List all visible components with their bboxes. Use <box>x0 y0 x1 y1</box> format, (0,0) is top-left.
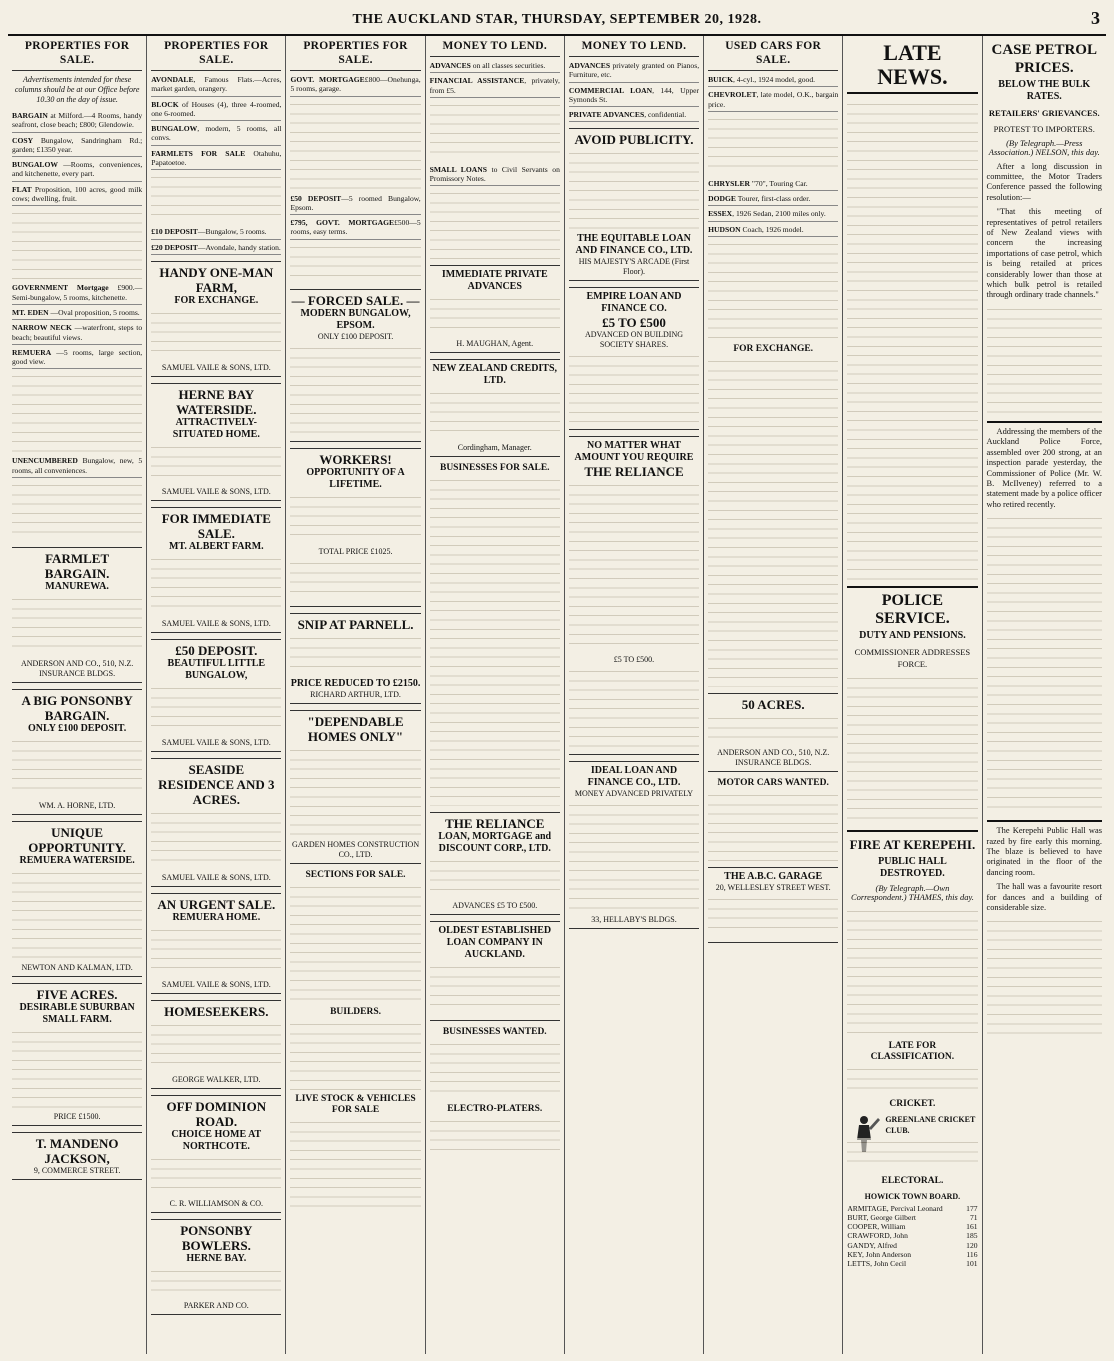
classified-ad: NARROW NECK —waterfront, steps to beach; beautiful views. <box>12 323 142 345</box>
classified-ad: AVONDALE, Famous Flats.—Acres, market garden, orangery. <box>151 75 281 97</box>
dense-text-block <box>12 372 142 452</box>
classified-ad: REMUERA —5 rooms, large section, good view. <box>12 348 142 370</box>
section-heading: FOR EXCHANGE. <box>733 344 814 355</box>
section-heading: SECTIONS FOR SALE. <box>305 869 406 880</box>
news-text-block <box>987 305 1102 415</box>
classified-ad: FINANCIAL ASSISTANCE, privately, from £5. <box>430 76 560 98</box>
display-ad-abc-garage: THE A.B.C. GARAGE 20, WELLESLEY STREET WEST. <box>708 867 838 943</box>
article-paragraph: After a long discussion in committee, the Motor Traders Conference passed the following resolution:— <box>986 161 1102 202</box>
article-paragraph: The hall was a favourite resort for dances and a building of considerable size. <box>986 882 1102 912</box>
fire-subheading: PUBLIC HALL DESTROYED. <box>878 856 947 879</box>
masthead-title: THE AUCKLAND STAR, THURSDAY, SEPTEMBER 20, 1928. <box>352 12 762 27</box>
masthead <box>8 6 1106 36</box>
classified-ad: BUICK, 4-cyl., 1924 model, good. <box>708 75 838 87</box>
display-ad-jackson: T. MANDENO JACKSON, 9, COMMERCE STREET. <box>12 1132 142 1180</box>
cricket-notice <box>847 1114 977 1168</box>
classified-ad: PRIVATE ADVANCES, confidential. <box>569 110 699 122</box>
dense-text-block <box>708 357 838 687</box>
article-paragraph: Addressing the members of the Auckland Police Force, assembled over 200 strong, at an inspection parade yesterday, the Commissioner of Police (Mr. W. B. McIlveney) referred to a statement made by a police officer who retired recently. <box>986 426 1102 509</box>
list-item: LETTS, John Cecil 101 <box>847 1259 978 1269</box>
classified-ad: MT. EDEN —Oval proposition, 5 rooms. <box>12 308 142 320</box>
ad-list <box>12 111 142 541</box>
classified-ad: COMMERCIAL LOAN, 144, Upper Symonds St. <box>569 86 699 108</box>
display-ad-workers: WORKERS! OPPORTUNITY OF A LIFETIME. TOTAL PRICE £1025. <box>290 448 420 607</box>
dense-text-block <box>290 1118 420 1208</box>
column-intro: Advertisements intended for these columns should be at our Office before 10.30 on the day of issue. <box>14 75 140 104</box>
news-text-block <box>987 514 1102 814</box>
classified-ad: COSY Bungalow, Sandringham Rd.; garden; £1350 year. <box>12 136 142 158</box>
dense-text-block <box>430 1117 560 1157</box>
classified-ad: UNENCUMBERED Bungalow, new, 5 rooms, all conveniences. <box>12 456 142 478</box>
dense-text-block <box>708 791 838 861</box>
display-ad-remuera: UNIQUE OPPORTUNITY. REMUERA WATERSIDE. NEWTON AND KALMAN, LTD. <box>12 821 142 977</box>
column-late-news <box>843 36 982 1354</box>
section-heading: BUILDERS. <box>330 1006 382 1017</box>
news-text-block <box>847 907 977 1037</box>
classified-ad: HUDSON Coach, 1926 model. <box>708 225 838 237</box>
classified-ad: BUNGALOW —Rooms, conveniences, and kitchenette, every part. <box>12 160 142 182</box>
fire-dateline: (By Telegraph.—Own Correspondent.) THAMES, this day. <box>850 883 974 903</box>
dense-text-block <box>290 883 420 1003</box>
classified-ad: FARMLETS FOR SALE Otahuhu, Papatoetoe. <box>151 149 281 171</box>
dense-text-block <box>151 173 281 223</box>
display-ad-reliance: THE RELIANCE LOAN, MORTGAGE and DISCOUNT CORP., LTD. ADVANCES £5 TO £500. <box>430 812 560 915</box>
display-ad-immediate: IMMEDIATE PRIVATE ADVANCES H. MAUGHAN, Agent. <box>430 265 560 353</box>
section-heading: ELECTRO-PLATERS. <box>447 1104 543 1115</box>
list-item: GANDY, Alfred 120 <box>847 1240 978 1250</box>
classified-ad: £10 DEPOSIT—Bungalow, 5 rooms. <box>151 227 281 239</box>
display-ad-seaside: SEASIDE RESIDENCE AND 3 ACRES. SAMUEL VAILE & SONS, LTD. <box>151 758 281 887</box>
petrol-heading: CASE PETROL PRICES. <box>991 42 1097 76</box>
news-text-block <box>847 674 977 824</box>
divider <box>847 586 977 588</box>
petrol-dateline: (By Telegraph.—Press Association.) NELSON, this day. <box>988 138 1100 158</box>
classification-heading: LATE FOR CLASSIFICATION. <box>870 1040 955 1062</box>
classified-ad: £20 DEPOSIT—Avondale, handy station. <box>151 243 281 255</box>
display-ad-empire: EMPIRE LOAN AND FINANCE CO. £5 TO £500 ADVANCED ON BUILDING SOCIETY SHARES. <box>569 287 699 430</box>
classified-ad: DODGE Tourer, first-class order. <box>708 194 838 206</box>
display-ad-ideal: IDEAL LOAN AND FINANCE CO., LTD. MONEY ADVANCED PRIVATELY 33, HELLABY'S BLDGS. <box>569 761 699 929</box>
page-number: 3 <box>1091 8 1100 28</box>
dense-text-block <box>290 100 420 190</box>
display-ad-mt-albert: FOR IMMEDIATE SALE. MT. ALBERT FARM. SAMUEL VAILE & SONS, LTD. <box>151 507 281 633</box>
column-money-2 <box>565 36 704 1354</box>
display-ad-one-man-farm: HANDY ONE-MAN FARM, FOR EXCHANGE. SAMUEL VAILE & SONS, LTD. <box>151 261 281 377</box>
column-heading: PROPERTIES FOR SALE. <box>12 39 142 71</box>
dense-text-block <box>430 476 560 806</box>
dense-text-block <box>290 243 420 283</box>
classified-ad: CHRYSLER "70", Touring Car. <box>708 179 838 191</box>
column-case-petrol <box>983 36 1106 1354</box>
column-money-1 <box>426 36 565 1354</box>
dense-text-block <box>430 189 560 259</box>
column-properties-3 <box>286 36 425 1354</box>
article-paragraph: "That this meeting of representatives of petrol retailers of New Zealand views with concern the increasing importations of case petrol, which is being retailed at prices considerably lower than those at which bulk petrol is retailed through ordinary trade channels." <box>986 207 1102 300</box>
dense-text-block <box>430 1040 560 1100</box>
divider <box>987 820 1102 822</box>
dense-text-block <box>12 481 142 541</box>
electoral-subheading: HOWICK TOWN BOARD. <box>864 1191 961 1201</box>
electoral-results <box>847 1204 977 1269</box>
divider <box>987 421 1102 423</box>
divider <box>847 830 977 832</box>
petrol-subheading: BELOW THE BULK RATES. <box>998 79 1091 102</box>
classified-ad: ADVANCES privately granted on Pianos, Furniture, etc. <box>569 61 699 83</box>
classified-ad: BLOCK of Houses (4), three 4-roomed, one 6-roomed. <box>151 100 281 122</box>
column-heading: PROPERTIES FOR SALE. <box>290 39 420 71</box>
classified-ad: CHEVROLET, late model, O.K., bargain price. <box>708 90 838 112</box>
display-ad-herne-bay: HERNE BAY WATERSIDE. ATTRACTIVELY-SITUATED HOME. SAMUEL VAILE & SONS, LTD. <box>151 383 281 501</box>
column-used-cars <box>704 36 843 1354</box>
classified-ad: SMALL LOANS to Civil Servants on Promissory Notes. <box>430 165 560 187</box>
display-ad-dominion-road: OFF DOMINION ROAD. CHOICE HOME AT NORTHCOTE. C. R. WILLIAMSON & CO. <box>151 1095 281 1213</box>
column-properties-1 <box>8 36 147 1354</box>
petrol-subheading-2: RETAILERS' GRIEVANCES. <box>988 108 1100 118</box>
list-item: ARMITAGE, Percival Leonard 177 <box>847 1203 978 1213</box>
fire-heading: FIRE AT KEREPEHI. <box>849 837 976 852</box>
list-item: BURT, George Gilbert 71 <box>847 1212 978 1222</box>
section-heading: MOTOR CARS WANTED. <box>717 778 829 789</box>
display-ad-50-acres: 50 ACRES. ANDERSON AND CO., 510, N.Z. INSURANCE BLDGS. <box>708 693 838 772</box>
classified-ad: BUNGALOW, modern, 5 rooms, all convs. <box>151 124 281 146</box>
column-properties-2 <box>147 36 286 1354</box>
display-ad-forced-sale: — FORCED SALE. — MODERN BUNGALOW, EPSOM. ONLY £100 DEPOSIT. <box>290 289 420 442</box>
petrol-subheading-3: PROTEST TO IMPORTERS. <box>993 124 1095 134</box>
news-text-block <box>847 100 977 580</box>
classified-ad: £50 DEPOSIT—5 roomed Bungalow, Epsom. <box>290 194 420 216</box>
display-ad-farmlet: FARMLET BARGAIN. MANUREWA. ANDERSON AND CO., 510, N.Z. INSURANCE BLDGS. <box>12 547 142 683</box>
display-ad-equitable: AVOID PUBLICITY. THE EQUITABLE LOAN AND FINANCE CO., LTD. HIS MAJESTY'S ARCADE (First Floor). <box>569 128 699 281</box>
display-ad-parnell: SNIP AT PARNELL. PRICE REDUCED TO £2150. RICHARD ARTHUR, LTD. <box>290 613 420 704</box>
section-heading: BUSINESSES WANTED. <box>442 1027 547 1038</box>
column-heading: MONEY TO LEND. <box>569 39 699 57</box>
dense-text-block <box>847 1065 977 1095</box>
electoral-heading: ELECTORAL. <box>881 1175 944 1186</box>
display-ad-urgent: AN URGENT SALE. REMUERA HOME. SAMUEL VAILE & SONS, LTD. <box>151 893 281 994</box>
classified-ad: £795, GOVT. MORTGAGE£500—5 rooms, easy terms. <box>290 218 420 240</box>
cricket-heading: CRICKET. <box>889 1098 936 1109</box>
dense-text-block <box>430 101 560 161</box>
police-subheading-2: COMMISSIONER ADDRESSES FORCE. <box>854 647 971 669</box>
display-ad-five-acres: FIVE ACRES. DESIRABLE SUBURBAN SMALL FARM. PRICE £1500. <box>12 983 142 1126</box>
news-text-block <box>987 917 1102 1037</box>
section-heading: BUSINESSES FOR SALE. <box>439 463 550 474</box>
list-item: CRAWFORD, John 185 <box>847 1231 978 1241</box>
classified-ad: GOVT. MORTGAGE£800—Onehunga, 5 rooms, garage. <box>290 75 420 97</box>
columns <box>8 36 1106 1354</box>
dense-text-block <box>708 115 838 175</box>
police-subheading: DUTY AND PENSIONS. <box>859 630 966 641</box>
section-heading: LIVE STOCK & VEHICLES FOR SALE <box>295 1093 416 1115</box>
display-ad-oldest-loan: OLDEST ESTABLISHED LOAN COMPANY IN AUCKLAND. <box>430 921 560 1021</box>
display-ad-50-deposit: £50 DEPOSIT. BEAUTIFUL LITTLE BUNGALOW, SAMUEL VAILE & SONS, LTD. <box>151 639 281 752</box>
display-ad-dependable: "DEPENDABLE HOMES ONLY" GARDEN HOMES CONSTRUCTION CO., LTD. <box>290 710 420 864</box>
dense-text-block <box>708 240 838 340</box>
list-item: COOPER, William 161 <box>847 1222 978 1232</box>
column-heading: MONEY TO LEND. <box>430 39 560 57</box>
police-heading: POLICE SERVICE. <box>875 592 950 627</box>
dense-text-block <box>12 209 142 279</box>
classified-ad: BARGAIN at Milford.—4 Rooms, handy seafront, close beach; £800; Glendowie. <box>12 111 142 133</box>
list-item: KEY, John Anderson 116 <box>847 1250 978 1260</box>
display-ad-ponsonby-bowlers: PONSONBY BOWLERS. HERNE BAY. PARKER AND CO. <box>151 1219 281 1315</box>
classified-ad: ESSEX, 1926 Sedan, 2100 miles only. <box>708 209 838 221</box>
late-news-heading: LATE NEWS. <box>847 41 977 94</box>
classified-ad: FLAT Proposition, 100 acres, good milk cows; dwelling, fruit. <box>12 185 142 207</box>
dense-text-block <box>290 1020 420 1090</box>
cricket-club-name: GREENLANE CRICKET CLUB. <box>885 1114 976 1135</box>
display-ad-no-matter: NO MATTER WHAT AMOUNT YOU REQUIRE THE RELIANCE £5 TO £500. <box>569 436 699 755</box>
display-ad-homeseekers: HOMESEEKERS. GEORGE WALKER, LTD. <box>151 1000 281 1089</box>
column-heading: USED CARS FOR SALE. <box>708 39 838 71</box>
classified-ad: GOVERNMENT Mortgage £900.—Semi-bungalow, 5 rooms, kitchenette. <box>12 283 142 305</box>
column-heading: PROPERTIES FOR SALE. <box>151 39 281 71</box>
display-ad-ponsonby: A BIG PONSONBY BARGAIN. ONLY £100 DEPOSIT. WM. A. HORNE, LTD. <box>12 689 142 815</box>
display-ad-nz-credits: NEW ZEALAND CREDITS, LTD. Cordingham, Manager. <box>430 359 560 457</box>
classified-ad: ADVANCES on all classes securities. <box>430 61 560 73</box>
article-paragraph: The Kerepehi Public Hall was razed by fire early this morning. The blaze is believed to have originated in the floor of the dancing room. <box>986 826 1102 877</box>
